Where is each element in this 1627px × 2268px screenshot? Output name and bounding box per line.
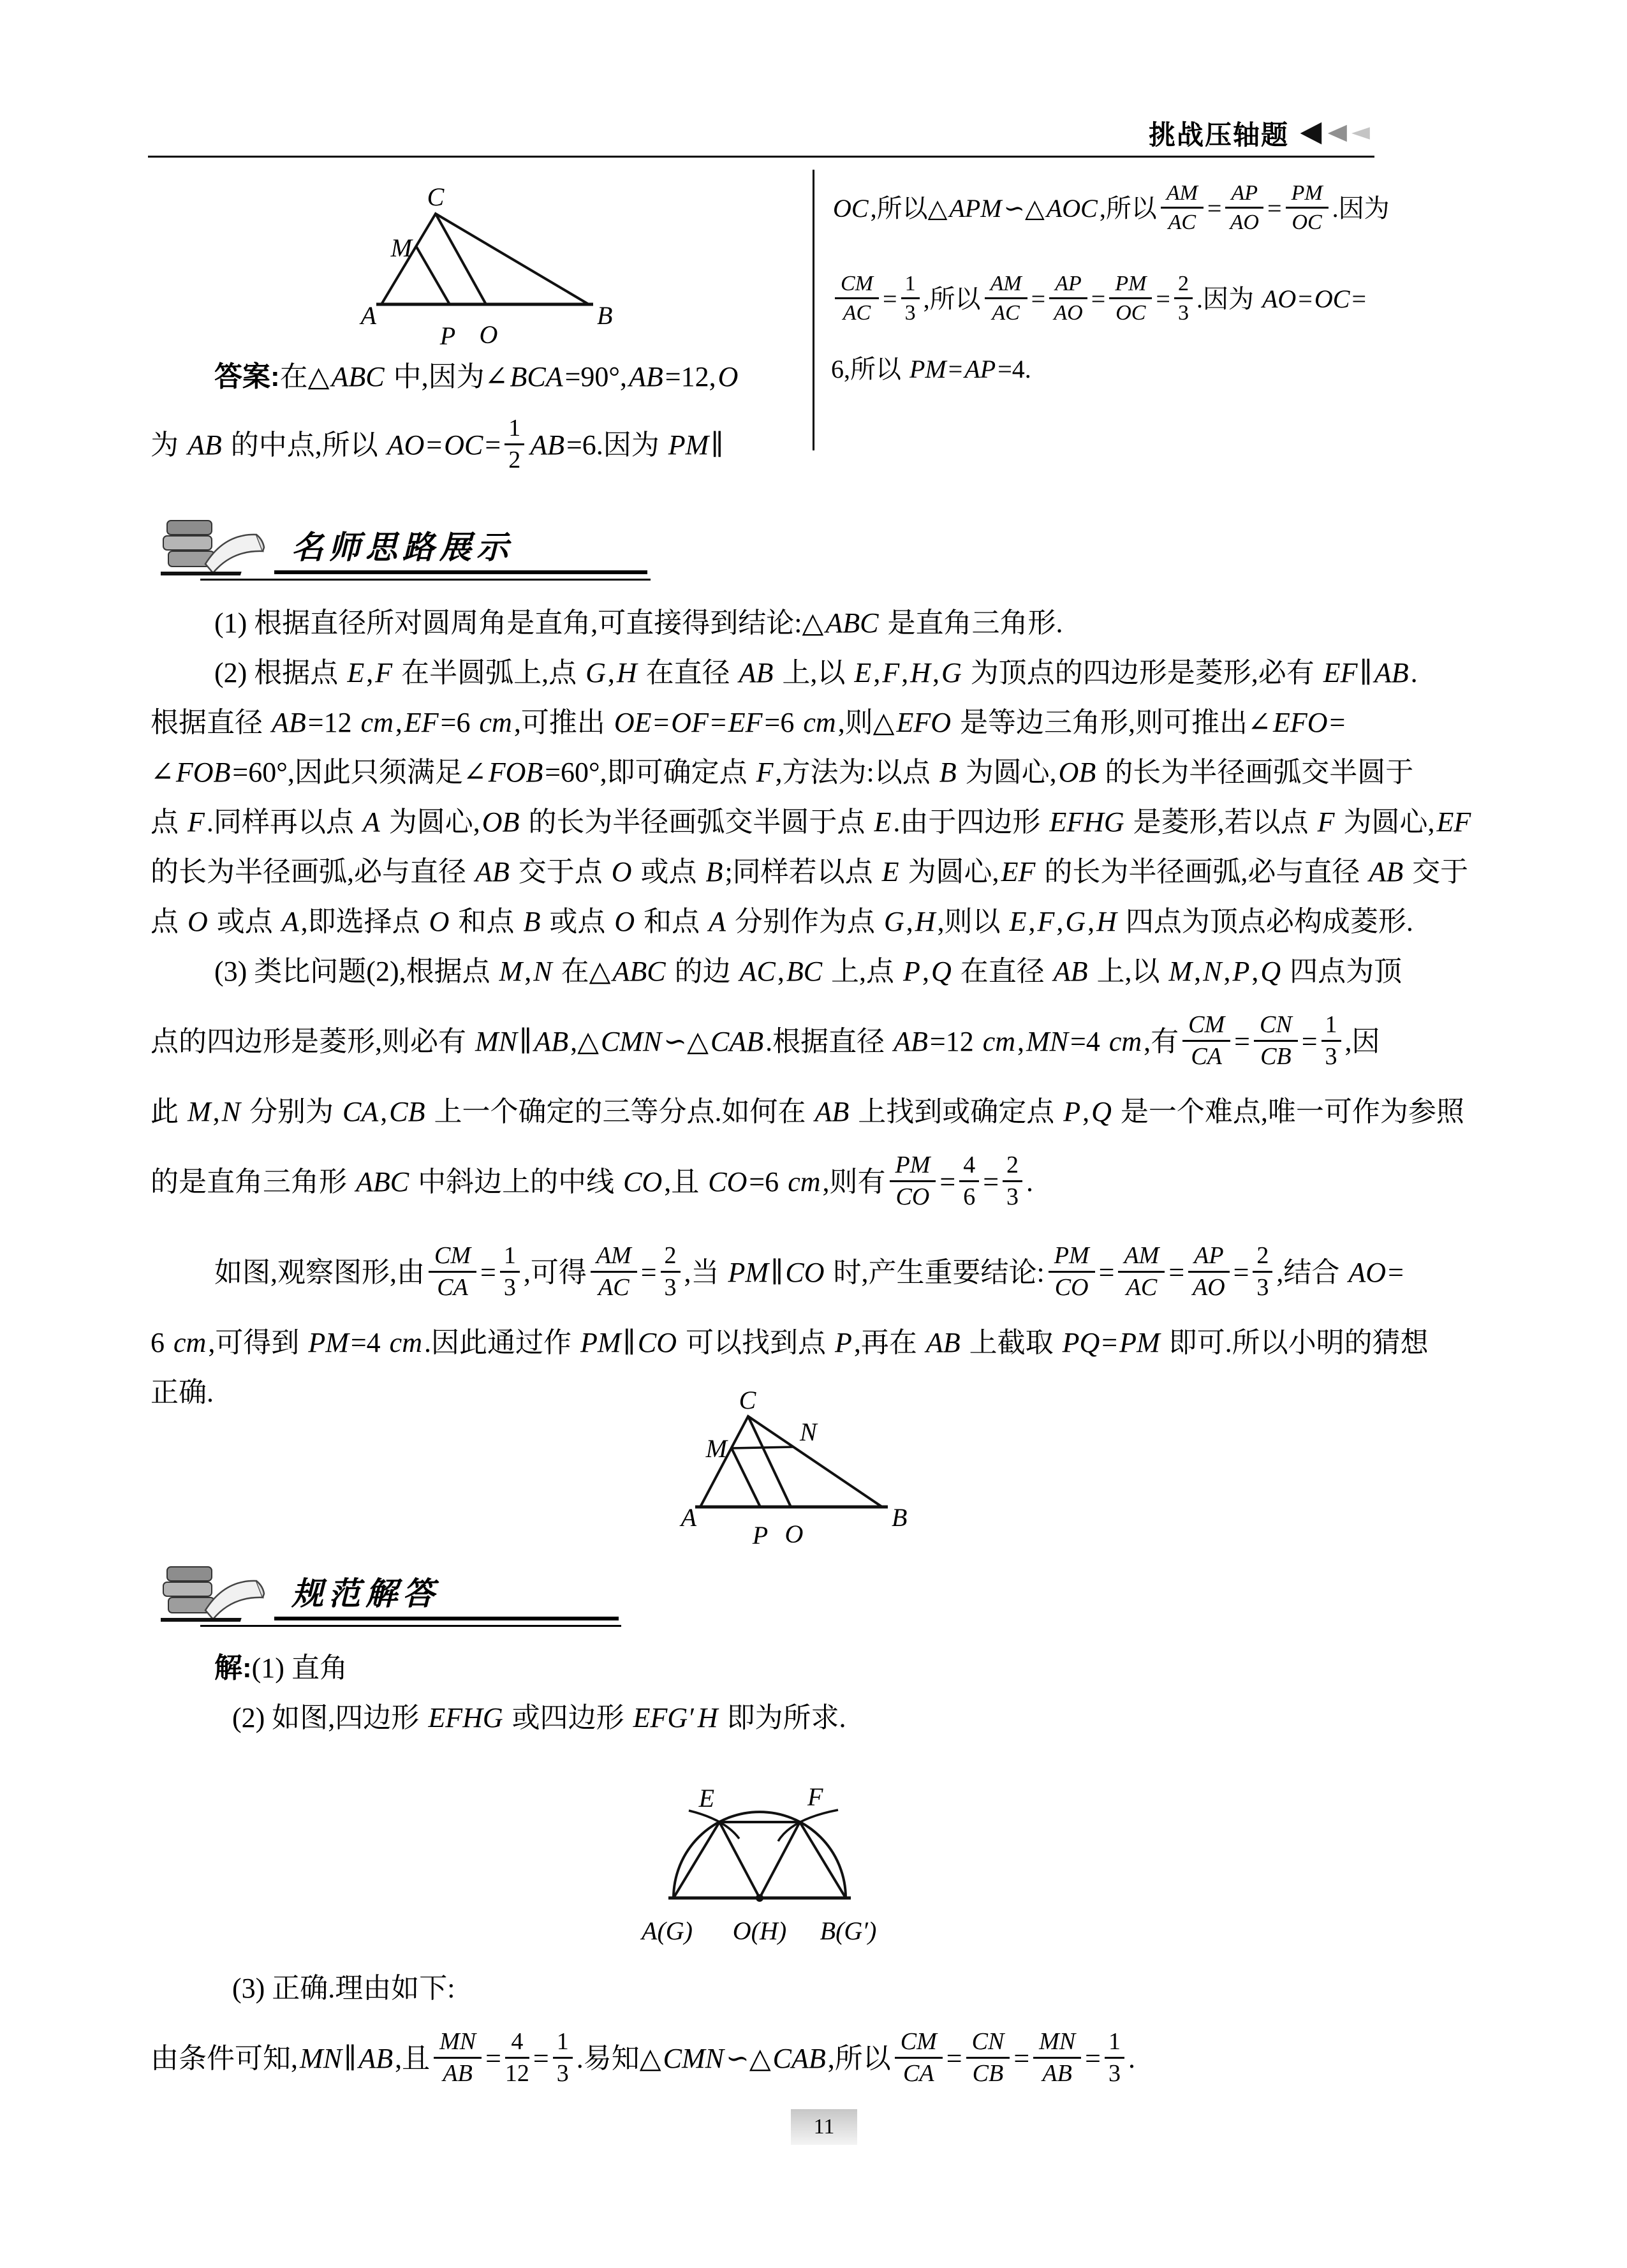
- math-variable: G: [884, 906, 904, 937]
- math-variable: cm: [479, 707, 512, 738]
- fraction: [1161, 181, 1204, 235]
- text-line: (3) 类比问题(2),根据点 M,N 在△ABC 的边 AC,BC 上,点 P,Q 在直径 AB 上,以 M,N,P,Q 四点为顶: [214, 956, 1402, 987]
- math-variable: PM: [909, 355, 946, 383]
- math-variable: G: [941, 657, 962, 688]
- math-variable: AM: [1124, 1241, 1160, 1269]
- math-variable: H: [915, 906, 936, 937]
- math-variable: cm: [360, 707, 394, 738]
- point-label-ag: A(G): [642, 1916, 693, 1945]
- fraction: $\frac{2}{3}$: [661, 1242, 681, 1302]
- triple-left-arrows-icon: [1298, 119, 1374, 147]
- text-line: 正确.: [151, 1377, 214, 1408]
- math-variable: AO: [1262, 285, 1297, 313]
- solution-paragraphs-a: [151, 1643, 1487, 1743]
- math-variable: AP: [964, 355, 996, 383]
- math-variable: ABC: [356, 1166, 409, 1197]
- math-variable: EF: [1436, 806, 1471, 838]
- math-variable: B: [939, 757, 957, 788]
- fraction: [591, 1242, 637, 1302]
- math-variable: AC: [843, 301, 871, 325]
- banner-underline: [200, 579, 651, 581]
- page-header: [0, 114, 1374, 153]
- text-line: 6 cm,可得到 PM=4 cm.因此通过作 PM∥CO 可以找到点 P,再在 AB 上截取 PQ=PM 即可.所以小明的猜想: [151, 1327, 1429, 1358]
- math-variable: H: [910, 657, 931, 688]
- math-variable: F: [882, 657, 900, 688]
- point-label-o: O: [479, 320, 498, 349]
- fraction: $\frac{1}{3}$: [500, 1242, 520, 1302]
- text-line: 解:(1) 直角: [214, 1652, 348, 1684]
- math-variable: ABC: [825, 607, 879, 639]
- math-variable: PM: [580, 1327, 621, 1358]
- math-variable: E: [347, 657, 365, 688]
- math-variable: CO: [637, 1327, 677, 1358]
- fraction: [1286, 181, 1329, 235]
- section-banner-solution: [161, 1560, 1436, 1634]
- math-variable: AB: [1374, 657, 1409, 688]
- math-variable: H: [697, 1702, 718, 1733]
- section-banner-analysis: [161, 514, 1436, 588]
- math-variable: AB: [894, 1026, 928, 1057]
- fraction: $\frac{4}{6}$: [959, 1152, 979, 1212]
- page-number-box: [791, 2109, 857, 2145]
- math-variable: OC: [1115, 301, 1146, 325]
- solution-paragraphs-b: [151, 1964, 1487, 2104]
- text-line: (2) 根据点 E,F 在半圆弧上,点 G,H 在直径 AB 上,以 E,F,H,G 为顶点的四边形是菱形,必有 EF∥AB.: [214, 657, 1418, 688]
- fraction: [890, 1152, 936, 1212]
- text-line: ∠FOB=60°,因此只须满足∠FOB=60°,即可确定点 F,方法为:以点 B 为圆心,OB 的长为半径画弧交半圆于: [151, 757, 1414, 788]
- math-variable: CA: [903, 2060, 934, 2087]
- math-variable: AB: [1053, 956, 1088, 987]
- math-variable: OB: [1058, 757, 1096, 788]
- point-label-c: C: [739, 1386, 756, 1414]
- text-line: 的长为半径画弧,必与直径 AB 交于点 O 或点 B;同样若以点 E 为圆心,EF 的长为半径画弧,必与直径 AB 交于: [151, 856, 1469, 887]
- point-label-f: F: [807, 1783, 823, 1811]
- point-label-c: C: [427, 182, 445, 211]
- math-variable: AB: [272, 707, 306, 738]
- math-variable: cm: [173, 1327, 207, 1358]
- math-variable: E: [874, 806, 892, 838]
- math-variable: Q: [931, 956, 952, 987]
- math-variable: AO: [1348, 1257, 1387, 1288]
- math-variable: AC: [739, 956, 776, 987]
- math-variable: MN: [300, 2043, 342, 2074]
- segment-eo: [719, 1822, 760, 1898]
- math-variable: CB: [389, 1096, 425, 1127]
- fraction: [985, 271, 1027, 325]
- math-variable: cm: [1108, 1026, 1142, 1057]
- math-variable: AB: [739, 657, 774, 688]
- math-variable: AM: [1166, 181, 1198, 205]
- point-label-p: P: [752, 1521, 769, 1548]
- math-variable: Q: [1260, 956, 1281, 987]
- math-variable: CO: [708, 1166, 747, 1197]
- bold-label: 解:: [214, 1652, 252, 1684]
- math-variable: PQ: [1062, 1327, 1100, 1358]
- math-variable: O: [429, 906, 450, 937]
- math-variable: AB: [530, 429, 564, 461]
- point-label-m: M: [390, 233, 412, 262]
- fraction: [1049, 271, 1087, 325]
- math-variable: PM: [895, 1151, 931, 1178]
- math-variable: AB: [358, 2043, 394, 2074]
- math-variable: CM: [900, 2027, 937, 2055]
- math-variable: AC: [1168, 211, 1196, 235]
- books-icon: [161, 514, 269, 581]
- banner-underline: [274, 570, 647, 574]
- point-label-p: P: [439, 322, 456, 350]
- text-line: (3) 正确.理由如下:: [232, 1973, 455, 2004]
- math-variable: G: [1065, 906, 1086, 937]
- triangle-abc: [700, 1416, 882, 1507]
- triangle-figure-1: [344, 177, 638, 350]
- fraction: [1188, 1242, 1229, 1302]
- math-variable: FOB: [488, 757, 543, 788]
- point-label-bg: B(G′): [820, 1916, 877, 1945]
- text-line: 点 F.同样再以点 A 为圆心,OB 的长为半径画弧交半圆于点 E.由于四边形 EFHG 是菱形,若以点 F 为圆心,EF: [151, 797, 1487, 847]
- banner-title: 名师思路展示: [291, 528, 513, 566]
- math-variable: CB: [972, 2060, 1004, 2087]
- semicircle-figure: [631, 1760, 887, 1954]
- fraction: [1225, 181, 1263, 235]
- math-variable: PM: [728, 1257, 769, 1288]
- fraction: $\frac{1}{3}$: [901, 271, 920, 325]
- math-variable: OC: [833, 194, 869, 223]
- text-line: 答案:在△ABC 中,因为∠BCA=90°,AB=12,O: [151, 353, 814, 401]
- math-variable: EFO: [896, 707, 952, 738]
- math-variable: EF: [728, 707, 763, 738]
- point-label-a: A: [681, 1503, 696, 1532]
- text-line: 6,所以 PM=AP=4.: [831, 355, 1031, 383]
- math-variable: AM: [990, 272, 1022, 296]
- point-label-e: E: [698, 1784, 714, 1812]
- fraction: [1033, 2028, 1081, 2088]
- fraction: [1182, 1011, 1230, 1071]
- math-variable: B: [705, 856, 723, 887]
- math-variable: CM: [434, 1241, 471, 1269]
- math-variable: PM: [1054, 1241, 1089, 1269]
- triangle-abc: [381, 214, 589, 304]
- math-variable: CO: [1054, 1274, 1089, 1301]
- bold-label: 答案:: [214, 361, 280, 392]
- math-variable: O: [188, 906, 208, 937]
- math-variable: O: [614, 906, 635, 937]
- math-variable: AB: [1042, 2060, 1072, 2087]
- fraction: [1049, 1242, 1095, 1302]
- point-label-a: A: [360, 301, 376, 330]
- math-variable: AOC: [1046, 194, 1098, 223]
- math-variable: E: [881, 856, 899, 887]
- point-label-oh: O(H): [732, 1916, 787, 1945]
- right-column: [831, 163, 1494, 394]
- segment-of: [760, 1822, 800, 1898]
- math-variable: P: [1232, 956, 1250, 987]
- math-variable: Q: [1091, 1096, 1112, 1127]
- fraction: [835, 271, 879, 325]
- fraction: [1118, 1242, 1165, 1302]
- math-variable: PM: [1291, 181, 1323, 205]
- fraction: $\frac{4}{12}$: [504, 2027, 529, 2087]
- math-variable: E: [854, 657, 872, 688]
- math-variable: AO: [1054, 301, 1083, 325]
- math-variable: BCA: [510, 361, 563, 392]
- math-variable: AB: [443, 2060, 473, 2087]
- fraction: $\frac{2}{3}$: [1174, 271, 1193, 325]
- math-variable: AB: [475, 856, 510, 887]
- text-line: 根据直径 AB=12 cm,EF=6 cm,可推出 OE=OF=EF=6 cm,则△EFO 是等边三角形,则可推出∠EFO=: [151, 707, 1346, 738]
- math-variable: BC: [786, 956, 823, 987]
- math-variable: E: [1009, 906, 1027, 937]
- fraction: $\frac{1}{3}$: [553, 2028, 573, 2088]
- math-variable: OB: [482, 806, 520, 838]
- math-variable: AC: [598, 1274, 629, 1301]
- math-variable: AB: [629, 361, 663, 392]
- text-line: 点的四边形是菱形,则必有 MN∥AB,△CMN∽△CAB.根据直径 AB=12 cm,MN=4 cm,有 $\frac{CM}{CA}$ = $\frac{CN}{CB}$ = $\frac{1}{3}$ ,因: [151, 1011, 1380, 1071]
- math-variable: MN: [1039, 2027, 1076, 2055]
- column-divider: [813, 170, 814, 450]
- math-variable: ABC: [612, 956, 666, 987]
- fraction: [1254, 1011, 1298, 1071]
- banner-underline: [200, 1625, 621, 1627]
- fraction: $\frac{2}{3}$: [1253, 1242, 1272, 1302]
- page-number: 11: [813, 2115, 835, 2138]
- fraction: $\frac{2}{3}$: [1003, 1152, 1022, 1212]
- segment-ae: [674, 1822, 719, 1898]
- math-variable: AP: [1055, 272, 1082, 296]
- text-line: 由条件可知,MN∥AB,且 $\frac{MN}{AB}$ = $\frac{4}{12}$ = $\frac{1}{3}$ .易知△CMN∽△CAB,所以 $\frac{CM}{CA}$ = $\frac{CN}{CB}$ = $\frac{MN}{AB}$ = $\frac{1}{3}$ .: [151, 2027, 1135, 2087]
- math-variable: AM: [596, 1241, 631, 1269]
- math-variable: F: [1037, 906, 1055, 937]
- text-line: OC,所以△APM∽△AOC,所以 $\frac{AM}{AC}$ = $\frac{AP}{AO}$ = $\frac{PM}{OC}$ .因为: [831, 163, 1494, 254]
- math-variable: EF: [1001, 856, 1036, 887]
- math-variable: CAB: [710, 1026, 764, 1057]
- math-variable: AB: [188, 429, 222, 461]
- segment-fb: [800, 1822, 846, 1898]
- math-variable: cm: [982, 1026, 1016, 1057]
- banner-title: 规范解答: [291, 1575, 439, 1612]
- math-variable: OF: [671, 707, 709, 738]
- math-variable: N: [1203, 956, 1222, 987]
- fraction: $\frac{1}{2}$: [504, 415, 524, 475]
- math-variable: A: [281, 906, 299, 937]
- fraction: $\frac{1}{3}$: [1105, 2028, 1124, 2088]
- math-variable: PM: [1119, 1327, 1160, 1358]
- fraction: [429, 1242, 476, 1302]
- math-variable: CA: [342, 1096, 379, 1127]
- math-variable: O: [611, 856, 632, 887]
- math-variable: P: [834, 1327, 852, 1358]
- fraction: $\frac{1}{3}$: [1321, 1011, 1341, 1071]
- math-variable: B: [523, 906, 541, 937]
- math-variable: cm: [788, 1166, 821, 1197]
- math-variable: CM: [841, 272, 873, 296]
- math-variable: P: [903, 956, 920, 987]
- math-variable: O: [718, 361, 739, 392]
- fraction: [434, 2028, 482, 2088]
- text-line: 的是直角三角形 ABC 中斜边上的中线 CO,且 CO=6 cm,则有 $\frac{PM}{CO}$ = $\frac{4}{6}$ = $\frac{2}{3}$ .: [151, 1151, 1034, 1211]
- math-variable: EFHG: [1049, 806, 1124, 838]
- math-variable: CMN: [600, 1026, 662, 1057]
- math-variable: H: [616, 657, 637, 688]
- text-line: 点 O 或点 A,即选择点 O 和点 B 或点 O 和点 A 分别作为点 G,H,则以 E,F,G,H 四点为顶点必构成菱形.: [151, 906, 1413, 937]
- math-variable: CAB: [772, 2043, 826, 2074]
- math-variable: PM: [1115, 272, 1147, 296]
- header-rule: [148, 156, 1374, 158]
- math-variable: EFHG: [428, 1702, 503, 1733]
- math-variable: F: [375, 657, 393, 688]
- segment-mp: [416, 247, 450, 304]
- math-variable: AP: [1194, 1241, 1224, 1269]
- math-variable: MN: [439, 2027, 476, 2055]
- math-variable: FOB: [175, 757, 231, 788]
- analysis-paragraphs: [151, 598, 1487, 1418]
- segment-mp: [732, 1448, 760, 1507]
- text-line: (2) 如图,四边形 EFHG 或四边形 EFG′ H 即为所求.: [232, 1702, 846, 1733]
- math-variable: PM: [308, 1327, 349, 1358]
- math-variable: N: [533, 956, 552, 987]
- math-variable: ABC: [331, 361, 385, 392]
- math-variable: CO: [623, 1166, 663, 1197]
- math-variable: N: [221, 1096, 241, 1127]
- math-variable: A: [362, 806, 380, 838]
- math-variable: CN: [1260, 1011, 1292, 1038]
- center-dot: [756, 1894, 763, 1902]
- math-variable: CA: [437, 1274, 468, 1301]
- math-variable: H: [1096, 906, 1117, 937]
- math-variable: EF: [1323, 657, 1358, 688]
- answer-paragraph: [151, 353, 814, 489]
- math-variable: M: [1168, 956, 1193, 987]
- triangle-figure-2: [670, 1386, 925, 1548]
- math-variable: CMN: [663, 2043, 724, 2074]
- math-variable: AB: [814, 1096, 850, 1127]
- math-variable: MN: [1026, 1026, 1069, 1057]
- math-variable: APM: [949, 194, 1002, 223]
- math-variable: AP: [1231, 181, 1258, 205]
- math-variable: cm: [389, 1327, 422, 1358]
- math-variable: cm: [803, 707, 836, 738]
- math-variable: AB: [534, 1026, 569, 1057]
- math-variable: CN: [971, 2027, 1005, 2055]
- point-label-o: O: [784, 1520, 804, 1548]
- fraction: [1109, 271, 1152, 325]
- math-variable: AB: [925, 1327, 961, 1358]
- math-variable: CB: [1260, 1043, 1292, 1071]
- fraction: [895, 2028, 943, 2088]
- fraction: [966, 2028, 1010, 2088]
- math-variable: EFO: [1272, 707, 1328, 738]
- text-line: 如图,观察图形,由 $\frac{CM}{CA}$ = $\frac{1}{3}$ ,可得 $\frac{AM}{AC}$ = $\frac{2}{3}$ ,当 PM∥CO 时,产生重要结论: $\frac{PM}{CO}$ = $\frac{AM}{AC}$ = $\frac{AP}{AO}$ = $\frac{2}{3}$ ,结合 AO=: [214, 1241, 1404, 1301]
- point-label-b: B: [597, 301, 613, 330]
- math-variable: P: [1063, 1096, 1081, 1127]
- math-variable: CM: [1188, 1011, 1225, 1038]
- math-variable: F: [1317, 806, 1335, 838]
- math-variable: G: [585, 657, 606, 688]
- math-variable: AO: [387, 429, 425, 461]
- math-variable: AC: [1126, 1274, 1158, 1301]
- point-label-n: N: [800, 1418, 817, 1446]
- math-variable: M: [499, 956, 523, 987]
- math-variable: EFG′: [633, 1702, 694, 1733]
- math-variable: F: [188, 806, 205, 838]
- banner-underline: [274, 1617, 619, 1620]
- math-variable: CO: [785, 1257, 825, 1288]
- math-variable: OC: [1292, 211, 1322, 235]
- page-header-title: 挑战压轴题: [1148, 120, 1289, 150]
- math-variable: M: [188, 1096, 211, 1127]
- math-variable: CA: [1191, 1043, 1222, 1071]
- math-variable: OE: [614, 707, 652, 738]
- math-variable: OC: [444, 429, 483, 461]
- text-line: 为 AB 的中点,所以 AO=OC= $\frac{1}{2}$ AB=6.因为 PM∥: [151, 414, 724, 474]
- text-line: 此 M,N 分别为 CA,CB 上一个确定的三等分点.如何在 AB 上找到或确定点 P,Q 是一个难点,唯一可作为参照: [151, 1096, 1464, 1127]
- math-variable: PM: [668, 429, 709, 461]
- point-label-b: B: [892, 1503, 908, 1532]
- text-line: $\frac{CM}{AC}$ = $\frac{1}{3}$ ,所以 $\frac{AM}{AC}$ = $\frac{AP}{AO}$ = $\frac{PM}{OC}$ = $\frac{2}{3}$ .因为 AO=OC=: [831, 254, 1494, 345]
- text-line: (1) 根据直径所对圆周角是直角,可直接得到结论:△ABC 是直角三角形.: [214, 607, 1063, 639]
- point-label-m: M: [705, 1434, 727, 1463]
- math-variable: AO: [1230, 211, 1259, 235]
- math-variable: EF: [404, 707, 439, 738]
- math-variable: AO: [1193, 1274, 1225, 1301]
- math-variable: CO: [895, 1183, 930, 1211]
- math-variable: A: [709, 906, 726, 937]
- math-variable: MN: [475, 1026, 517, 1057]
- books-icon: [161, 1560, 269, 1627]
- math-variable: AC: [992, 301, 1020, 325]
- math-variable: OC: [1314, 285, 1350, 313]
- math-variable: F: [756, 757, 774, 788]
- math-variable: AB: [1369, 856, 1404, 887]
